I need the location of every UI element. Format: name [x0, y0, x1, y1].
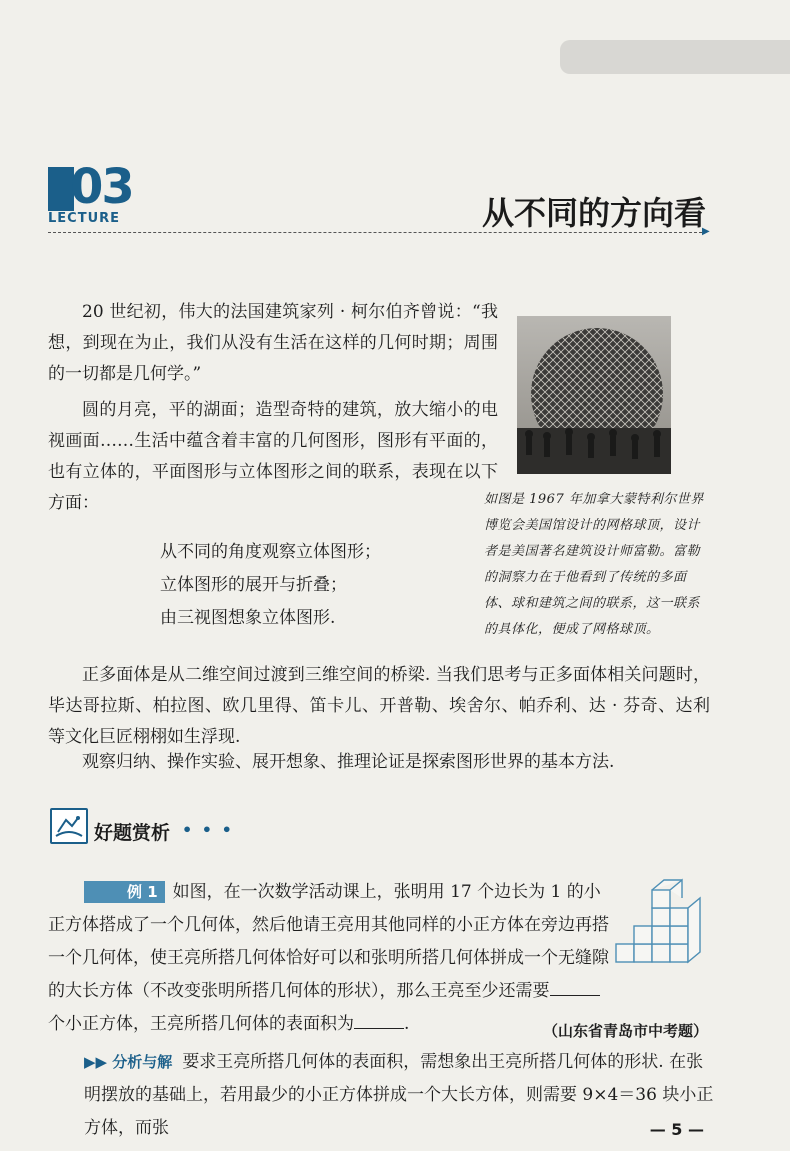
photo-caption: 如图是 1967 年加拿大蒙特利尔世界博览会美国馆设计的网格球顶，设计者是美国著名建筑设计师富勒。富勒的洞察力在于他看到了传统的多面体、球和建筑之间的联系，这一联系的具体化，便成了网格球顶。 — [484, 492, 704, 637]
bleed-through-texture — [60, 92, 700, 172]
polyhedra-paragraph: 正多面体是从二维空间过渡到三维空间的桥梁. 当我们思考与正多面体相关问题时，毕达哥拉斯、柏拉图、欧几里得、笛卡儿、开普勒、埃舍尔、帕乔利、达 · 芬奇、达利等文化巨匠栩栩如生浮现. — [48, 665, 710, 747]
answer-blank-2 — [354, 1010, 404, 1029]
example-text-part1: 如图，在一次数学活动课上，张明用 17 个边长为 1 的小正方体搭成了一个几何体，然后他请王亮用其他同样的小正方体在旁边再搭一个几何体，使王亮所搭几何体恰好可以和张明所搭几何体拼成一个无缝隙的大长方体（不改变张明所搭几何体的形状），那么王亮至少还需要 — [48, 882, 609, 1001]
analysis-paragraph — [84, 1046, 714, 1145]
header-tab-decoration — [560, 40, 790, 74]
intro-paragraph-shapes: 圆的月亮，平的湖面；造型奇特的建筑，放大缩小的电视画面……生活中蕴含着丰富的几何图形，图形有平面的，也有立体的，平面图形与立体图形之间的联系，表现在以下方面： — [48, 400, 498, 513]
section-dots: • • • — [182, 820, 234, 839]
geodesic-dome-photo — [517, 316, 671, 474]
analysis-arrow-icon: ▶▶ — [84, 1053, 113, 1071]
example-text-end: . — [404, 1014, 410, 1034]
divider-arrow-icon: ▶ — [702, 226, 710, 237]
topic-list-item: 立体图形的展开与折叠； — [160, 575, 347, 595]
topic-list — [160, 536, 381, 635]
answer-blank-1 — [550, 977, 600, 996]
lecture-word: LECTURE — [48, 211, 121, 226]
topic-list-item: 由三视图想象立体图形. — [160, 608, 336, 628]
analysis-label-text: 分析与解 — [112, 1053, 173, 1071]
example-1 — [48, 876, 613, 1041]
lecture-number: 03 — [70, 159, 133, 215]
example-text-part2: 个小正方体，王亮所搭几何体的表面积为 — [48, 1014, 354, 1034]
example-source: （山东省青岛市中考题） — [542, 1022, 708, 1040]
methods-paragraph: 观察归纳、操作实验、展开想象、推理论证是探索图形世界的基本方法. — [82, 752, 615, 772]
section-book-icon — [50, 808, 88, 844]
analysis-label — [84, 1046, 172, 1079]
topic-list-item: 从不同的角度观察立体图形； — [160, 542, 381, 562]
title-divider — [48, 232, 702, 233]
page-number: — 5 — — [649, 1120, 704, 1139]
intro-paragraph-quote: 20 世纪初，伟大的法国建筑家列 · 柯尔伯齐曾说：“我想，到现在为止，我们从没有生活在这样的几何时期；周围的一切都是几何学。” — [48, 302, 498, 384]
section-title: 好题赏析 — [94, 822, 171, 844]
example-tag: 例 1 — [84, 881, 165, 903]
analysis-text: 要求王亮所搭几何体的表面积，需想象出王亮所搭几何体的形状. 在张明摆放的基础上，若用最少的小正方体拼成一个大长方体，则需要 9×4＝36 块小正方体，而张 — [84, 1052, 714, 1138]
cube-stack-figure — [612, 876, 710, 964]
lecture-badge — [48, 159, 133, 227]
page-title: 从不同的方向看 — [481, 194, 706, 232]
